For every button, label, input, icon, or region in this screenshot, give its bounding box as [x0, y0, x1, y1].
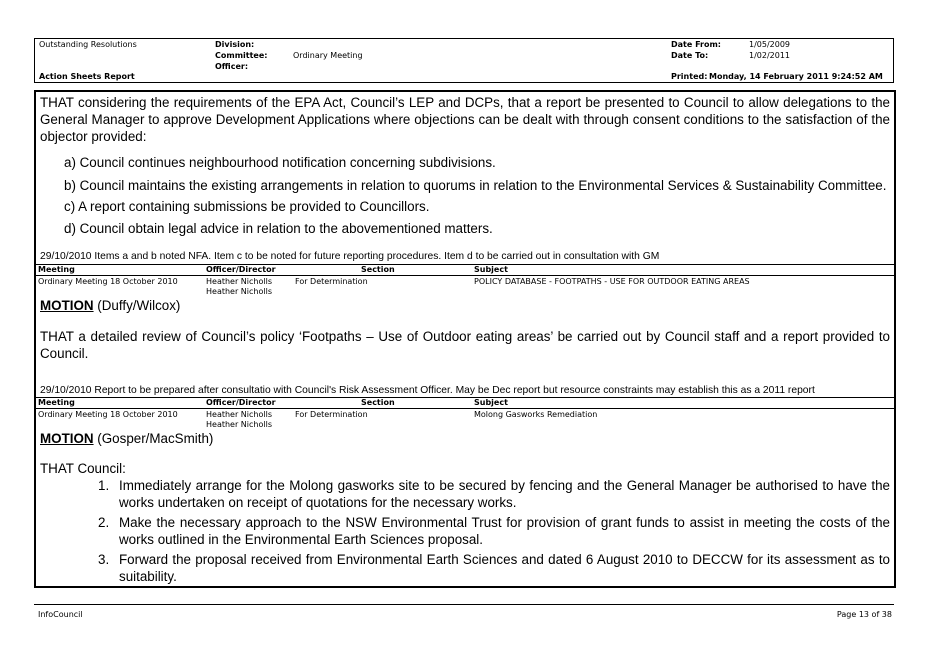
- row-subject: POLICY DATABASE - FOOTPATHS - USE FOR OUTDOOR EATING AREAS: [474, 277, 750, 286]
- item3-motion: [40, 431, 213, 446]
- motion-label: MOTION: [40, 431, 94, 446]
- col-subject: Subject: [474, 265, 508, 274]
- col-officer: Officer/Director: [206, 265, 276, 274]
- point-text: Make the necessary approach to the NSW Environmental Trust for provision of grant funds to assist in meeting the costs of the works outlined in the Environmental Earth Sciences proposal.: [119, 515, 890, 547]
- item1-list-d: d) Council obtain legal advice in relation to the abovementioned matters.: [64, 221, 493, 236]
- committee-value: Ordinary Meeting: [293, 51, 363, 60]
- date-to-value: 1/02/2011: [749, 51, 791, 60]
- row-section: For Determination: [295, 410, 368, 419]
- col-meeting: Meeting: [38, 398, 75, 407]
- col-officer: Officer/Director: [206, 398, 276, 407]
- report-header: [34, 38, 894, 83]
- resolutions-box: [34, 90, 896, 588]
- row-meeting: Ordinary Meeting 18 October 2010: [38, 277, 178, 286]
- col-subject: Subject: [474, 398, 508, 407]
- row-subject: Molong Gasworks Remediation: [474, 410, 598, 419]
- item2-motion: [40, 298, 180, 313]
- row-officer-2: Heather Nicholls: [206, 287, 272, 296]
- row-officer-2: Heather Nicholls: [206, 420, 272, 429]
- item1-list-b: b) Council maintains the existing arrangements in relation to quorums in relation to the Environmental Services & Sustainability Committee.: [64, 178, 887, 193]
- division-label: Division:: [215, 40, 255, 49]
- action-sheets-title: Action Sheets Report: [39, 72, 135, 81]
- col-section: Section: [361, 398, 395, 407]
- table-row: [36, 277, 894, 299]
- footer-brand: InfoCouncil: [38, 610, 83, 619]
- motion-movers: (Duffy/Wilcox): [97, 298, 181, 313]
- item1-note: 29/10/2010 Items a and b noted NFA. Item c to be noted for future reporting procedures. Item d to be carried out in consultation with GM: [40, 251, 660, 262]
- item2-note: 29/10/2010 Report to be prepared after consultatio with Council's Risk Assessment Officer. May be Dec report but resource constraints may establish this as a 2011 report: [40, 385, 815, 396]
- table-header: [36, 264, 894, 276]
- item3-intro: THAT Council:: [40, 461, 126, 476]
- report-name: Outstanding Resolutions: [39, 40, 137, 49]
- point-number: 1.: [98, 478, 110, 493]
- motion-label: MOTION: [40, 298, 94, 313]
- item1-list-a: a) Council continues neighbourhood notification concerning subdivisions.: [64, 155, 496, 170]
- date-to-label: Date To:: [671, 51, 709, 60]
- row-officer-1: Heather Nicholls: [206, 277, 272, 286]
- date-from-value: 1/05/2009: [749, 40, 791, 49]
- officer-label: Officer:: [215, 62, 249, 71]
- date-from-label: Date From:: [671, 40, 722, 49]
- page-number: Page 13 of 38: [836, 610, 892, 619]
- printed-value: Monday, 14 February 2011 9:24:52 AM: [709, 72, 883, 81]
- item1-paragraph: THAT considering the requirements of the EPA Act, Council’s LEP and DCPs, that a report be presented to Council to allow delegations to the General Manager to approve Development Applications where objections can be dealt with through consent conditions to the satisfaction of the objector provided:: [40, 95, 890, 144]
- item2-paragraph: THAT a detailed review of Council’s policy ‘Footpaths – Use of Outdoor eating areas’ be carried out by Council staff and a report provided to Council.: [40, 329, 890, 361]
- row-section: For Determination: [295, 277, 368, 286]
- col-section: Section: [361, 265, 395, 274]
- point-text: Forward the proposal received from Environmental Earth Sciences and dated 6 August 2010 to DECCW for its assessment as to suitability.: [119, 552, 890, 584]
- motion-movers: (Gosper/MacSmith): [97, 431, 214, 446]
- committee-label: Committee:: [215, 51, 268, 60]
- col-meeting: Meeting: [38, 265, 75, 274]
- item1-list-c: c) A report containing submissions be provided to Councillors.: [64, 199, 430, 214]
- point-number: 2.: [98, 515, 110, 530]
- point-number: 3.: [98, 552, 110, 567]
- row-meeting: Ordinary Meeting 18 October 2010: [38, 410, 178, 419]
- row-officer-1: Heather Nicholls: [206, 410, 272, 419]
- printed-label: Printed:: [671, 72, 708, 81]
- table-row: [36, 410, 894, 432]
- page-footer: [34, 604, 894, 619]
- point-text: Immediately arrange for the Molong gasworks site to be secured by fencing and the General Manager be authorised to have the works undertaken on receipt of quotations for the necessary works.: [119, 478, 890, 510]
- table-header: [36, 397, 894, 409]
